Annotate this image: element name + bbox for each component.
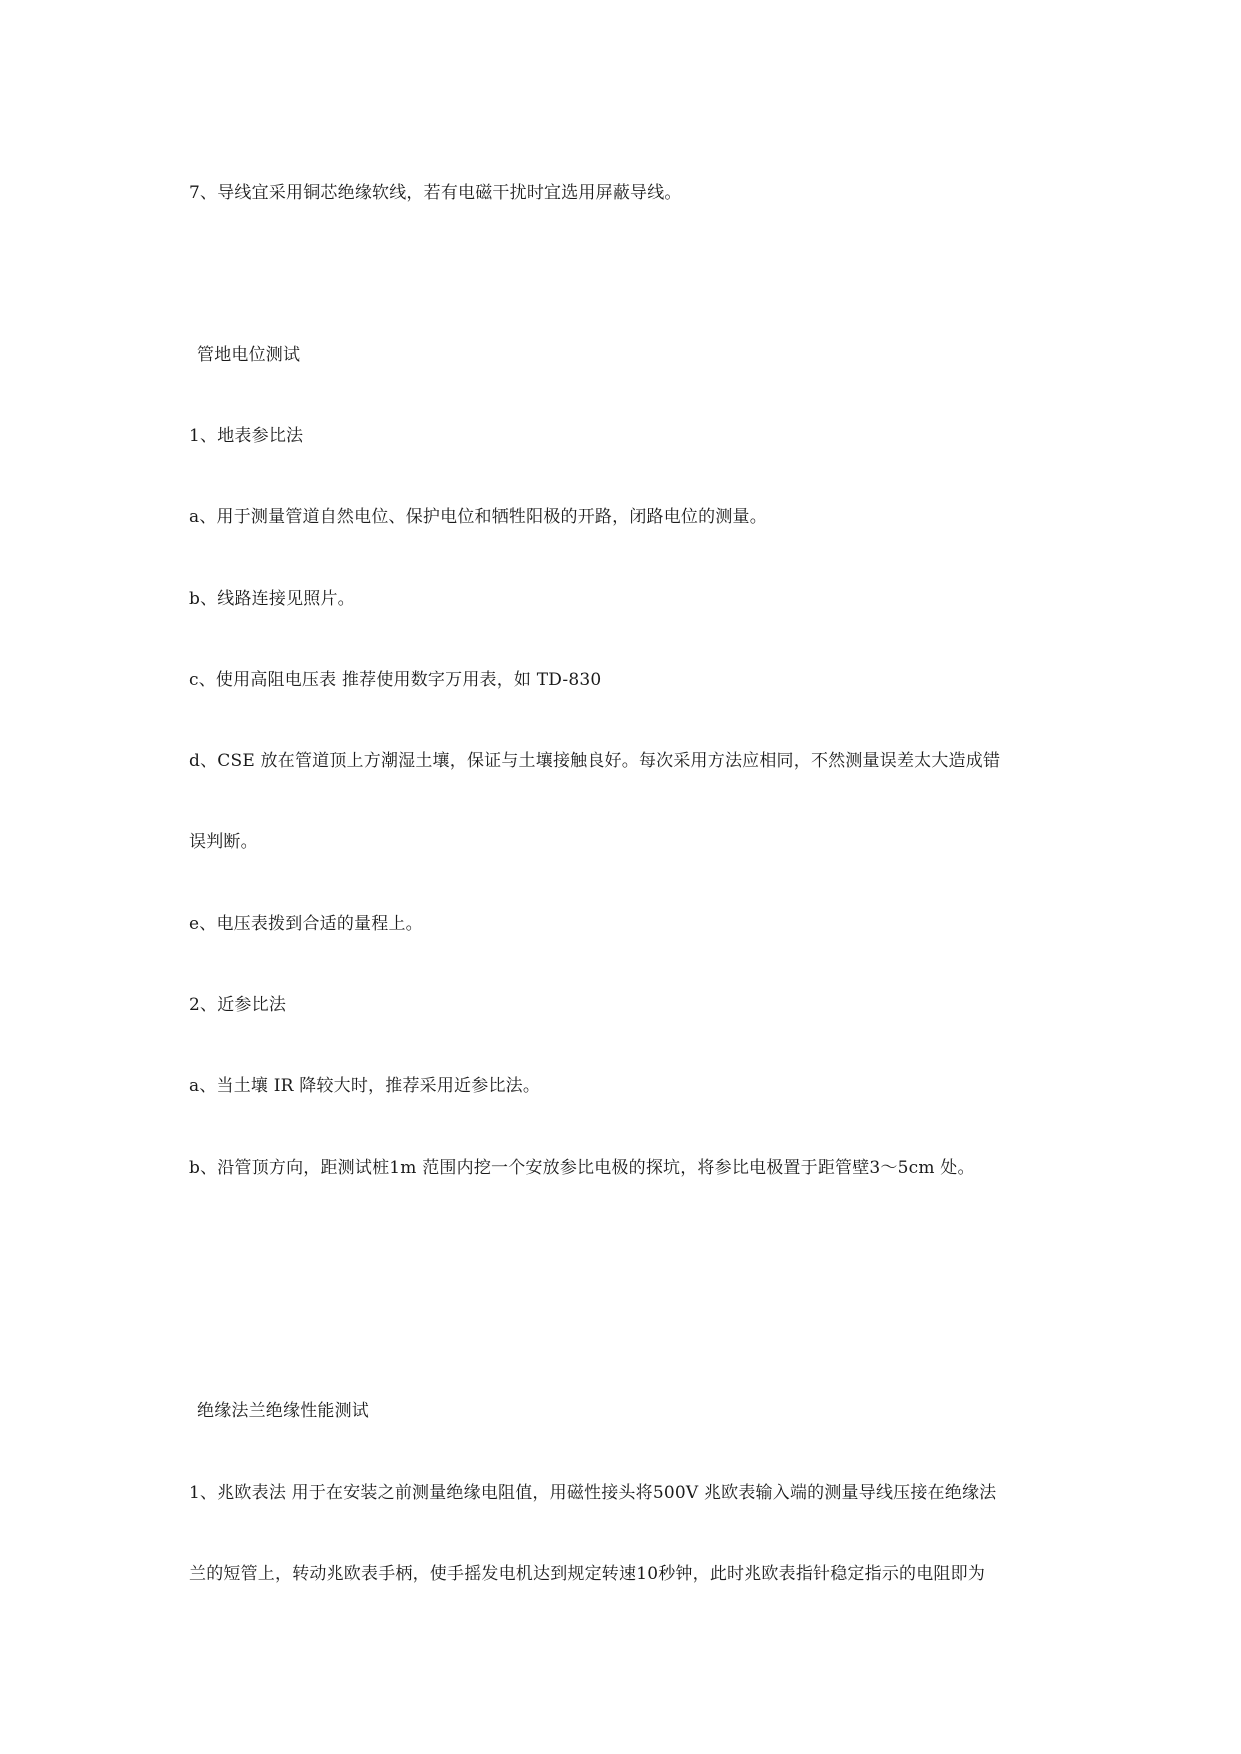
paragraph-wire-requirement: 7、导线宜采用铜芯绝缘软线，若有电磁干扰时宜选用屏蔽导线。 — [189, 183, 682, 203]
subheading-surface-reference-method: 1、地表参比法 — [189, 426, 304, 446]
paragraph-near-item-a: a、当土壤 IR 降较大时，推荐采用近参比法。 — [189, 1076, 541, 1096]
paragraph-near-item-b: b、沿管顶方向，距测试桩1m 范围内挖一个安放参比电极的探坑，将参比电极置于距管壁3～5cm 处。 — [189, 1158, 975, 1178]
section-heading-insulating-flange-test: 绝缘法兰绝缘性能测试 — [197, 1401, 369, 1421]
paragraph-item-c-voltmeter: c、使用高阻电压表 推荐使用数字万用表，如 TD-830 — [189, 670, 602, 690]
paragraph-item-d-cse-line1: d、CSE 放在管道顶上方潮湿土壤，保证与土壤接触良好。每次采用方法应相同，不然测量误差太大造成错 — [189, 751, 1001, 771]
paragraph-item-e-range: e、电压表拨到合适的量程上。 — [189, 914, 423, 934]
paragraph-item-b-wiring: b、线路连接见照片。 — [189, 589, 355, 609]
paragraph-item-d-cse-line2: 误判断。 — [189, 832, 258, 852]
subheading-near-reference-method: 2、近参比法 — [189, 995, 287, 1015]
paragraph-megohmmeter-line1: 1、兆欧表法 用于在安装之前测量绝缘电阻值，用磁性接头将500V 兆欧表输入端的测量导线压接在绝缘法 — [189, 1483, 997, 1503]
paragraph-item-a-usage: a、用于测量管道自然电位、保护电位和牺牲阳极的开路，闭路电位的测量。 — [189, 507, 767, 527]
paragraph-megohmmeter-line2: 兰的短管上，转动兆欧表手柄，使手摇发电机达到规定转速10秒钟，此时兆欧表指针稳定指示的电阻即为 — [189, 1564, 986, 1584]
section-heading-pipe-to-soil-potential: 管地电位测试 — [197, 345, 301, 365]
